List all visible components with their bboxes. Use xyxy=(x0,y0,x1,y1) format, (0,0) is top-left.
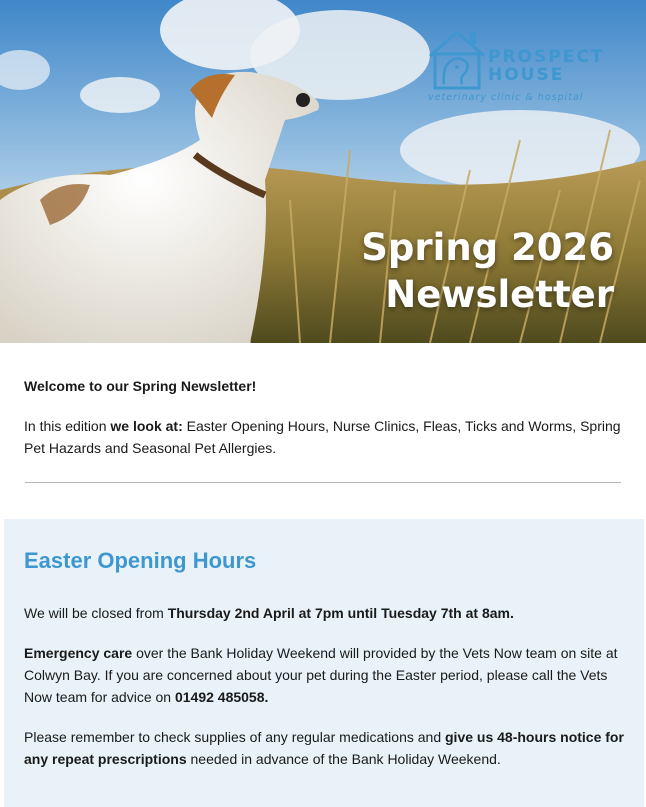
intro-section xyxy=(0,343,646,459)
easter-heading: Easter Opening Hours xyxy=(24,548,257,573)
closure-prefix: We will be closed from xyxy=(24,605,168,621)
meds-notice: give us 48-hours notice for any repeat prescriptions xyxy=(24,729,624,767)
logo-line2: HOUSE xyxy=(488,65,565,85)
title-line1: Spring 2026 xyxy=(361,226,614,269)
easter-hours-panel xyxy=(4,519,644,807)
meds-suffix: needed in advance of the Bank Holiday Weekend. xyxy=(186,751,501,767)
meds-prefix: Please remember to check supplies of any regular medications and xyxy=(24,729,445,745)
edition-topics: Easter Opening Hours, Nurse Clinics, Fleas, Ticks and Worms, Spring Pet Hazards and Seasonal Pet Allergies. xyxy=(24,418,621,456)
edition-prefix: In this edition xyxy=(24,418,111,434)
emergency-paragraph xyxy=(24,642,624,708)
emergency-text: over the Bank Holiday Weekend will provided by the Vets Now team on site at Colwyn Bay. If you are concerned about your pet during the Easter period, please call the Vets Now team for advice on xyxy=(24,645,618,705)
hero-banner xyxy=(0,0,646,343)
logo-name xyxy=(488,48,604,84)
closure-paragraph xyxy=(24,602,624,624)
logo-tagline: veterinary clinic & hospital xyxy=(428,92,584,103)
logo-line1: PROSPECT xyxy=(488,47,605,67)
house-dog-icon xyxy=(426,26,488,92)
edition-bold: we look at: xyxy=(110,418,183,434)
section-divider xyxy=(25,482,621,483)
edition-summary xyxy=(24,415,622,459)
newsletter-title xyxy=(361,224,614,318)
emergency-phone: 01492 485058. xyxy=(174,689,269,705)
clinic-logo xyxy=(426,26,616,106)
emergency-label: Emergency care xyxy=(24,645,133,661)
welcome-heading: Welcome to our Spring Newsletter! xyxy=(24,378,257,394)
closure-dates: Thursday 2nd April at 7pm until Tuesday 7th at 8am. xyxy=(167,605,514,621)
medication-paragraph xyxy=(24,726,624,770)
title-line2: Newsletter xyxy=(385,273,614,316)
